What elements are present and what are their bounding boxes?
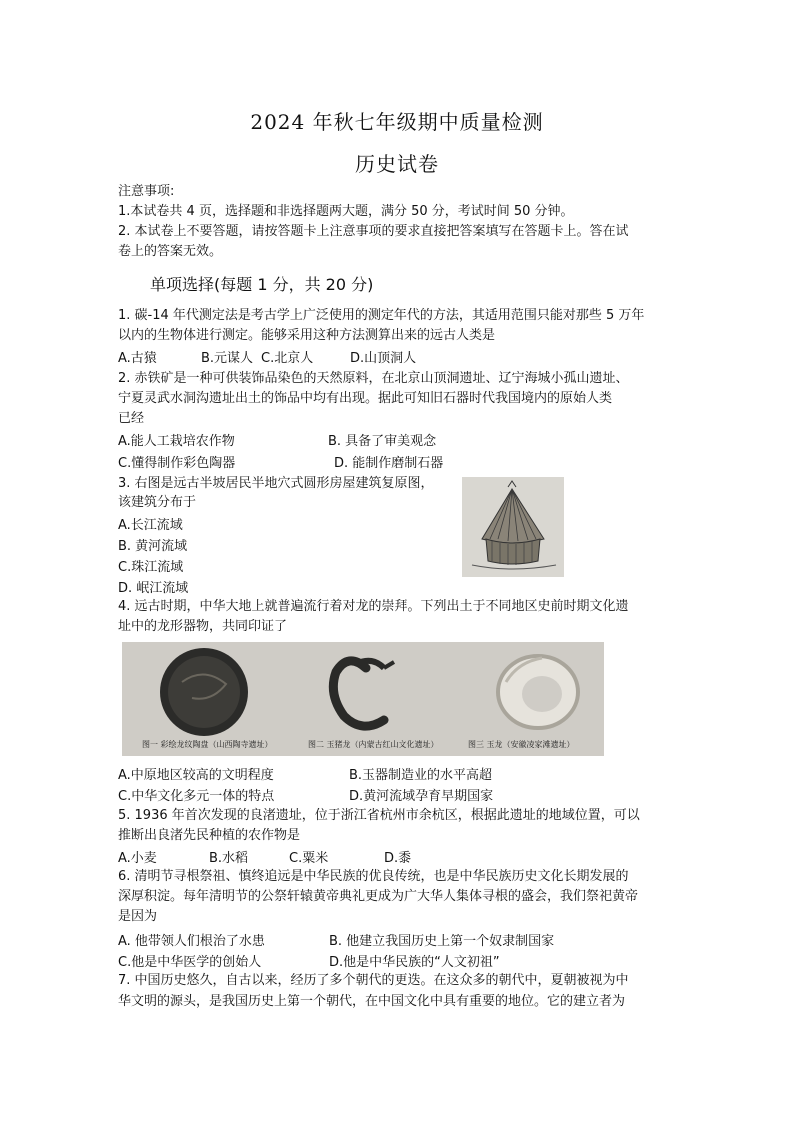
q4-option-a: A.中原地区较高的文明程度: [118, 768, 274, 783]
q4-stem-line-1: 4. 远古时期，中华大地上就普遍流行着对龙的崇拜。下列出土于不同地区史前时期文化遗: [118, 599, 629, 614]
figure-2-caption: 图二 玉猪龙（内蒙古红山文化遗址）: [308, 740, 439, 749]
q2-option-c: C.懂得制作彩色陶器: [118, 456, 236, 471]
q1-stem-line-1: 1. 碳-14 年代测定法是考古学上广泛使用的测定年代的方法，其适用范围只能对那些 5 万年: [118, 308, 645, 323]
q5-option-a: A.小麦: [118, 851, 157, 866]
q7-stem-line-2: 华文明的源头，是我国历史上第一个朝代，在中国文化中具有重要的地位。它的建立者为: [118, 994, 626, 1009]
notice-line-2: 2. 本试卷上不要答题，请按答题卡上注意事项的要求直接把答案填写在答题卡上。答在试: [118, 224, 629, 239]
notice-line-1: 1.本试卷共 4 页，选择题和非选择题两大题，满分 50 分，考试时间 50 分钟。: [118, 204, 574, 219]
exam-subtitle: 历史试卷: [355, 152, 439, 176]
q6-stem-line-3: 是因为: [118, 909, 158, 924]
q1-option-c: C.北京人: [261, 351, 314, 366]
q2-stem-line-1: 2. 赤铁矿是一种可供装饰品染色的天然原料，在北京山顶洞遗址、辽宁海城小孤山遗址、: [118, 371, 629, 386]
q1-option-d: D.山顶洞人: [350, 351, 417, 366]
q6-stem-line-1: 6. 清明节寻根祭祖、慎终追远是中华民族的优良传统，也是中华民族历史文化长期发展的: [118, 869, 629, 884]
q5-option-b: B.水稻: [209, 851, 249, 866]
q4-option-c: C.中华文化多元一体的特点: [118, 789, 275, 804]
q6-option-d: D.他是中华民族的“人文初祖”: [329, 955, 500, 970]
q3-option-b: B. 黄河流域: [118, 539, 188, 554]
notice-line-2-cont: 卷上的答案无效。: [118, 244, 223, 259]
banpo-house-image: [462, 477, 564, 577]
q1-option-a: A.古猿: [118, 351, 157, 366]
exam-title: 2024 年秋七年级期中质量检测: [250, 110, 544, 134]
section-title: 单项选择(每题 1 分，共 20 分): [150, 275, 374, 294]
q1-stem-line-2: 以内的生物体进行测定。能够采用这种方法测算出来的远古人类是: [118, 328, 496, 343]
q3-stem-line-1: 3. 右图是远古半坡居民半地穴式圆形房屋建筑复原图，: [118, 476, 434, 491]
q6-option-b: B. 他建立我国历史上第一个奴隶制国家: [329, 934, 555, 949]
q2-stem-line-3: 已经: [118, 411, 145, 426]
q2-option-b: B. 具备了审美观念: [328, 434, 437, 449]
q5-stem-line-1: 5. 1936 年首次发现的良渚遗址，位于浙江省杭州市余杭区，根据此遗址的地域位置，可以: [118, 808, 640, 823]
q3-option-d: D. 岷江流域: [118, 581, 189, 596]
q3-option-c: C.珠江流域: [118, 560, 184, 575]
q5-option-d: D.黍: [384, 851, 412, 866]
q4-option-d: D.黄河流域孕育早期国家: [349, 789, 494, 804]
q1-option-b: B.元谋人: [201, 351, 254, 366]
q3-stem-line-2: 该建筑分布于: [118, 495, 197, 510]
q2-option-d: D. 能制作磨制石器: [334, 456, 444, 471]
q3-option-a: A.长江流域: [118, 518, 183, 533]
q4-option-b: B.玉器制造业的水平高超: [349, 768, 493, 783]
figure-3-caption: 图三 玉龙（安徽凌家滩遗址）: [468, 740, 575, 749]
q2-stem-line-2: 宁夏灵武水洞沟遗址出土的饰品中均有出现。据此可知旧石器时代我国境内的原始人类: [118, 391, 613, 406]
figure-1-caption: 图一 彩绘龙纹陶盘（山西陶寺遗址）: [142, 740, 273, 749]
q7-stem-line-1: 7. 中国历史悠久，自古以来，经历了多个朝代的更迭。在这众多的朝代中，夏朝被视为中: [118, 973, 629, 988]
q6-option-c: C.他是中华医学的创始人: [118, 955, 262, 970]
q5-option-c: C.粟米: [289, 851, 329, 866]
q6-option-a: A. 他带领人们根治了水患: [118, 934, 265, 949]
q6-stem-line-2: 深厚积淀。每年清明节的公祭轩辕黄帝典礼更成为广大华人集体寻根的盛会，我们祭祀黄帝: [118, 889, 639, 904]
notice-heading: 注意事项:: [118, 184, 175, 199]
q5-stem-line-2: 推断出良渚先民种植的农作物是: [118, 828, 301, 843]
dragon-artifacts-image: [122, 642, 604, 756]
q4-stem-line-2: 址中的龙形器物，共同印证了: [118, 619, 288, 634]
q2-option-a: A.能人工栽培农作物: [118, 434, 235, 449]
